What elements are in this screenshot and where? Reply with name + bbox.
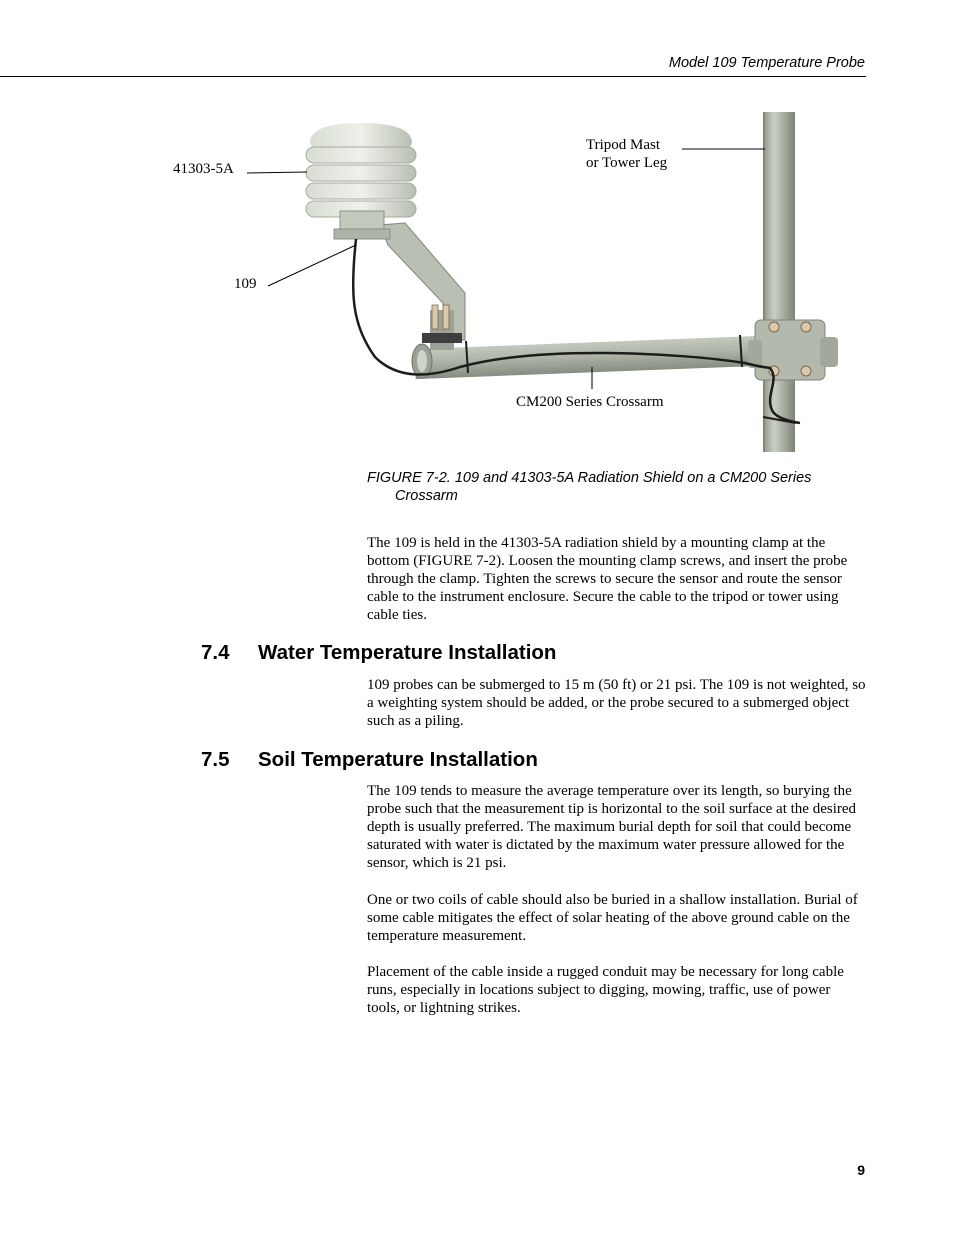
figure-caption — [367, 469, 867, 505]
intro-paragraph: The 109 is held in the 41303-5A radiation shield by a mounting clamp at the bottom (FIGURE 7-2). Loosen the mounting clamp screws, and insert the probe through the clamp. Tighten the screws to secure the sensor and route the sensor cable to the instrument enclosure. Secure the cable to the tripod or tower using cable ties. — [367, 535, 848, 623]
caption-line-1: FIGURE 7-2. 109 and 41303-5A Radiation Shield on a CM200 Series — [367, 470, 812, 486]
section-7-4-title: Water Temperature Installation — [258, 641, 557, 664]
radiation-shield — [306, 123, 416, 239]
section-7-5-number: 7.5 — [201, 748, 230, 771]
page-number: 9 — [857, 1162, 865, 1178]
shield-leader — [247, 172, 307, 173]
callout-mast-line1: Tripod Mast — [586, 137, 661, 153]
callout-crossarm: CM200 Series Crossarm — [516, 394, 664, 410]
section-7-4-heading — [201, 641, 556, 665]
callout-probe: 109 — [234, 276, 257, 292]
section-7-5-heading — [201, 748, 538, 772]
section-7-5-paragraph-3: Placement of the cable inside a rugged conduit may be necessary for long cable runs, especially in locations subject to digging, mowing, traffic, use of power tools, or lightning strikes. — [367, 964, 844, 1016]
callout-shield: 41303-5A — [173, 161, 234, 177]
section-7-4-body: 109 probes can be submerged to 15 m (50 ft) or 21 psi. The 109 is not weighted, so a weighting system should be added, or the probe secured to a submerged object such as a piling. — [367, 677, 866, 729]
page-header-title: Model 109 Temperature Probe — [668, 55, 865, 71]
shield-bracket — [380, 223, 465, 350]
figure-7-2-photo — [160, 105, 880, 465]
callout-mast-line2: or Tower Leg — [586, 155, 668, 171]
probe-leader — [268, 245, 356, 286]
header-rule — [0, 76, 866, 77]
section-7-5-paragraph-2: One or two coils of cable should also be buried in a shallow installation. Burial of some cable mitigates the effect of solar heating of the above ground cable on the temperature measurement. — [367, 892, 858, 944]
section-7-4-number: 7.4 — [201, 641, 230, 664]
tripod-mast — [763, 112, 795, 452]
section-7-5-title: Soil Temperature Installation — [258, 748, 538, 771]
caption-line-2: Crossarm — [395, 488, 458, 504]
section-7-5-paragraph-1: The 109 tends to measure the average temperature over its length, so burying the probe such that the measurement tip is horizontal to the soil surface at the desired depth is usually preferred. The maximum burial depth for soil that could become saturated with water is dictated by the maximum water pressure allowed for the sensor, which is 21 psi. — [367, 783, 857, 871]
mast-clamp — [748, 320, 838, 380]
